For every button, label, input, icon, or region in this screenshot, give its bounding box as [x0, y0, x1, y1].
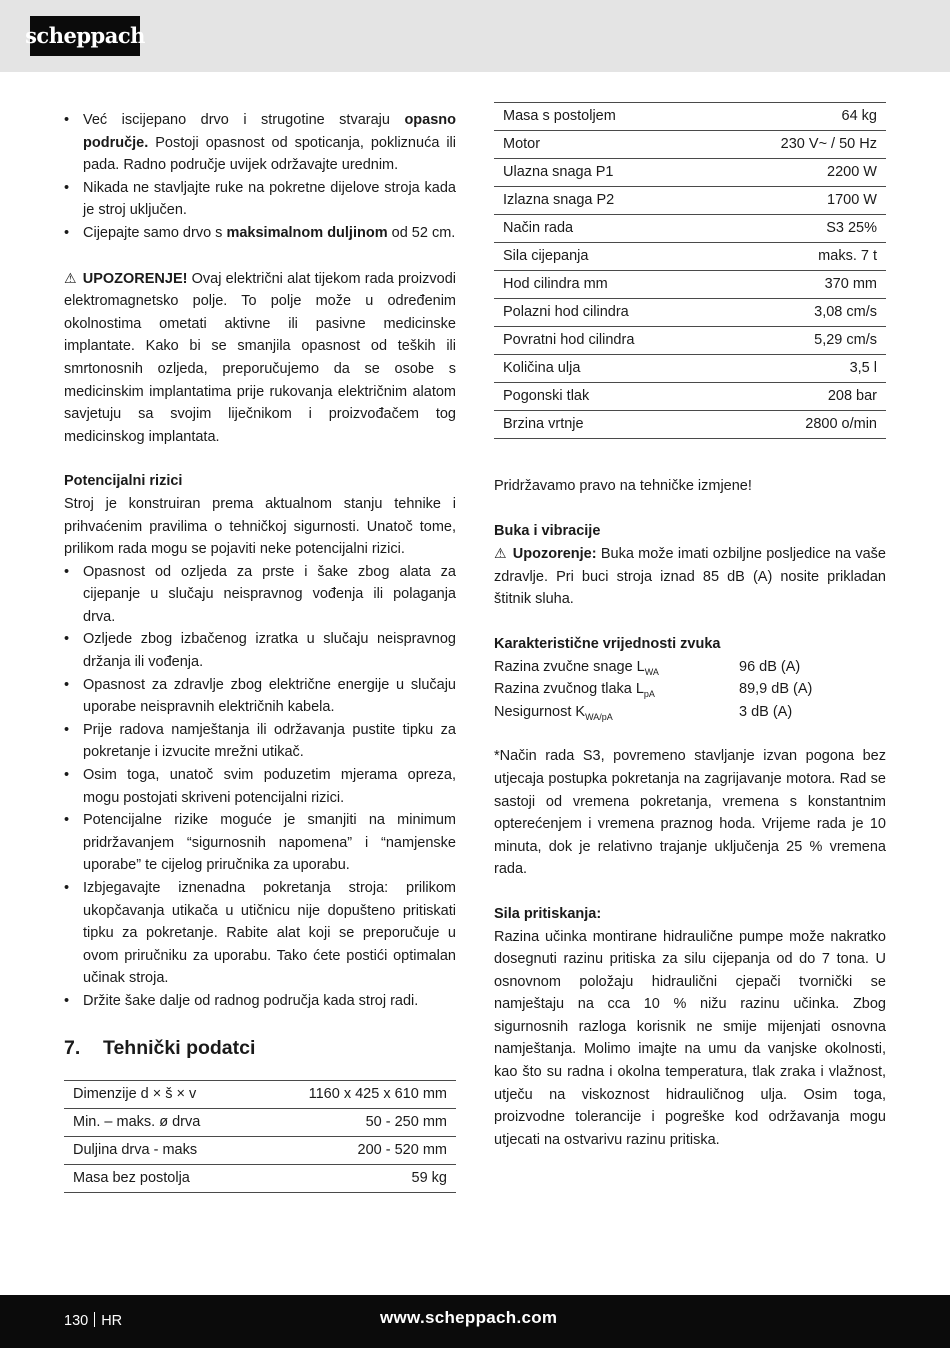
sound-values	[494, 656, 886, 724]
section-title-tech-data: 7. Tehnički podatci	[64, 1036, 256, 1059]
table-cell-value: 59 kg	[253, 1164, 456, 1192]
duty-cycle-note: *Način rada S3, povremeno stavljanje izvan pogona bez utjecaja postupka pokretanja na zagrijavanje motora. Rad se sastoji od vremena pokretanja, vremena s konstantnim opterećenjem i vremena praznog hoda. Vrijeme rada je 10 minuta, dok je relativno trajanje uključenja 25 % vremena rada.	[494, 748, 886, 878]
table-cell-label: Količina ulja	[494, 355, 716, 383]
risks-heading: Potencijalni rizici	[64, 473, 183, 490]
left-column	[64, 109, 456, 1193]
table-cell-value: 200 - 520 mm	[253, 1136, 456, 1164]
warning-triangle-icon: ⚠	[494, 545, 507, 562]
tech-data-table	[64, 1080, 456, 1193]
list-item: • Izbjegavajte iznenadna pokretanja stroja: prilikom ukopčavanja utikača u utičnicu nije dopušteno pritiskati tipku za pokretanje. Rabite alat koji se preporučuje u ovom priručniku za uporabu. Tako ćete postići optimalan učinak stroja.	[64, 877, 456, 990]
noise-warning: ⚠ Upozorenje: Buka može imati ozbiljne posljedice na vaše zdravlje. Pri buci stroja iznad 85 dB (A) nosite prikladan štitnik sluha.	[494, 545, 886, 608]
list-item: • Potencijalne rizike moguće je smanjiti na minimum pridržavanjem “sigurnosnih napomena” i “namjenske uporabe” te cijelog priručnika za uporabu.	[64, 809, 456, 877]
table-cell-label: Hod cilindra mm	[494, 271, 716, 299]
table-cell-label: Način rada	[494, 215, 716, 243]
table-row	[494, 327, 886, 355]
table-cell-value: 3,08 cm/s	[716, 299, 886, 327]
warning-triangle-icon: ⚠	[64, 269, 77, 286]
scheppach-logo: scheppach	[30, 16, 140, 56]
table-cell-value: 1160 x 425 x 610 mm	[253, 1080, 456, 1108]
pressure-text: Razina učinka montirane hidraulične pumpe može nakratko dosegnuti razinu pritiska za silu cijepanja od do 7 tona. U osnovnom položaju hidraulični cjepači tvornički se namještaju na cca 10 % nižu razinu učinka. Zbog sigurnosnih razloga korisnik ne smije mijenjati osnovna namještanja. Molimo imajte na umu da vanjske okolnosti, kao što su radna i okolna temperatura, tlak zraka i vlažnost, utječu na viskoznost hidrauličnog ulja. Osim toga, proizvodne tolerancije i pogreške kod održavanja mogu utjecati na ostvarivu razinu pritiska.	[494, 928, 886, 1148]
table-cell-value: 1700 W	[716, 187, 886, 215]
table-cell-label: Polazni hod cilindra	[494, 299, 716, 327]
list-item: • Već iscijepano drvo i strugotine stvaraju opasno područje. Postoji opasnost od spoticanja, pokliznuća ili pada. Radno područje uvijek održavajte urednim.	[64, 109, 456, 177]
list-item: • Ozljede zbog izbačenog izratka u slučaju neispravnog držanja ili vođenja.	[64, 628, 456, 673]
table-cell-label: Motor	[494, 131, 716, 159]
safety-bullets	[64, 109, 456, 245]
table-row	[64, 1108, 456, 1136]
table-cell-label: Ulazna snaga P1	[494, 159, 716, 187]
noise-heading: Buka i vibracije	[494, 522, 601, 539]
table-cell-label: Pogonski tlak	[494, 383, 716, 411]
table-cell-label: Masa s postoljem	[494, 103, 716, 131]
list-item: • Prije radova namještanja ili održavanja pustite tipku za pokretanje i izvucite mrežni utikač.	[64, 719, 456, 764]
table-cell-label: Duljina drva - maks	[64, 1136, 253, 1164]
table-cell-value: 2200 W	[716, 159, 886, 187]
list-item: • Nikada ne stavljajte ruke na pokretne dijelove stroja kada je stroj uključen.	[64, 177, 456, 222]
table-row	[494, 271, 886, 299]
table-cell-value: 2800 o/min	[716, 411, 886, 439]
warning-label: UPOZORENJE!	[82, 270, 188, 287]
table-cell-value: 208 bar	[716, 383, 886, 411]
sound-row: Nesigurnost $K_{WA/pA}$ 3 dB (A)	[494, 703, 793, 722]
header-bar	[0, 0, 950, 72]
tech-data-table-continued	[494, 102, 886, 439]
table-cell-value: 230 V~ / 50 Hz	[716, 131, 886, 159]
website-url: www.scheppach.com	[380, 1308, 558, 1327]
table-row	[494, 159, 886, 187]
warning-label: Upozorenje:	[512, 546, 597, 563]
table-cell-label: Min. – maks. ø drva	[64, 1108, 253, 1136]
table-row	[494, 187, 886, 215]
reserve-note: Pridržavamo pravo na tehničke izmjene!	[494, 478, 752, 494]
table-row	[64, 1136, 456, 1164]
table-cell-value: 3,5 l	[716, 355, 886, 383]
list-item: • Osim toga, unatoč svim poduzetim mjerama opreza, mogu postojati skriveni potencijalni rizici.	[64, 764, 456, 809]
table-cell-value: 50 - 250 mm	[253, 1108, 456, 1136]
table-cell-value: 370 mm	[716, 271, 886, 299]
list-item: • Držite šake dalje od radnog područja kada stroj radi.	[64, 990, 456, 1013]
table-cell-value: 5,29 cm/s	[716, 327, 886, 355]
table-cell-label: Masa bez postolja	[64, 1164, 253, 1192]
emf-warning: ⚠ UPOZORENJE! Ovaj električni alat tijekom rada proizvodi elektromagnetsko polje. To polje može u određenim okolnostima ometati aktivne ili pasivne medicinske implantate. Kako bi se smanjila opasnost od teških ili smrtonosnih ozljeda, preporučujemo da se osobe s medicinskim implantatima prije rukovanja električnim alatom savjetuju sa svojim liječnikom i proizvođačem tog medicinskog implantata.	[64, 269, 456, 445]
table-row	[494, 383, 886, 411]
table-row	[494, 355, 886, 383]
risks-list	[64, 561, 456, 1013]
sound-row: Razina zvučnog tlaka $L_{pA}$ 89,9 dB (A)	[494, 681, 813, 700]
table-row	[494, 299, 886, 327]
list-item: • Opasnost od ozljeda za prste i šake zbog alata za cijepanje u slučaju neispravnog vođenja ili polaganja drva.	[64, 561, 456, 629]
table-cell-value: maks. 7 t	[716, 243, 886, 271]
table-cell-label: Brzina vrtnje	[494, 411, 716, 439]
page-number: 130 HR	[64, 1313, 123, 1329]
table-row	[64, 1080, 456, 1108]
table-cell-value: 64 kg	[716, 103, 886, 131]
table-cell-label: Izlazna snaga P2	[494, 187, 716, 215]
table-cell-label: Dimenzije d × š × v	[64, 1080, 253, 1108]
list-item: • Opasnost za zdravlje zbog električne energije u slučaju uporabe neispravnih električnih kabela.	[64, 674, 456, 719]
list-item: • Cijepajte samo drvo s maksimalnom duljinom od 52 cm.	[64, 222, 456, 245]
pressure-heading: Sila pritiskanja:	[494, 905, 602, 922]
table-row	[494, 411, 886, 439]
table-row	[494, 103, 886, 131]
sound-row: Razina zvučne snage $L_{WA}$ 96 dB (A)	[494, 658, 801, 677]
footer-bar	[0, 1295, 950, 1348]
table-row	[494, 243, 886, 271]
right-column	[494, 102, 886, 1151]
table-cell-value: S3 25%	[716, 215, 886, 243]
table-row	[494, 215, 886, 243]
table-cell-label: Sila cijepanja	[494, 243, 716, 271]
table-row	[64, 1164, 456, 1192]
table-cell-label: Povratni hod cilindra	[494, 327, 716, 355]
table-row	[494, 131, 886, 159]
sound-values-heading: Karakteristične vrijednosti zvuka	[494, 635, 721, 652]
risks-intro: Stroj je konstruiran prema aktualnom stanju tehnike i prihvaćenim pravilima o tehničkoj sigurnosti. Unatoč tome, prilikom rada mogu se pojaviti neke potencijalni rizici.	[64, 495, 456, 558]
